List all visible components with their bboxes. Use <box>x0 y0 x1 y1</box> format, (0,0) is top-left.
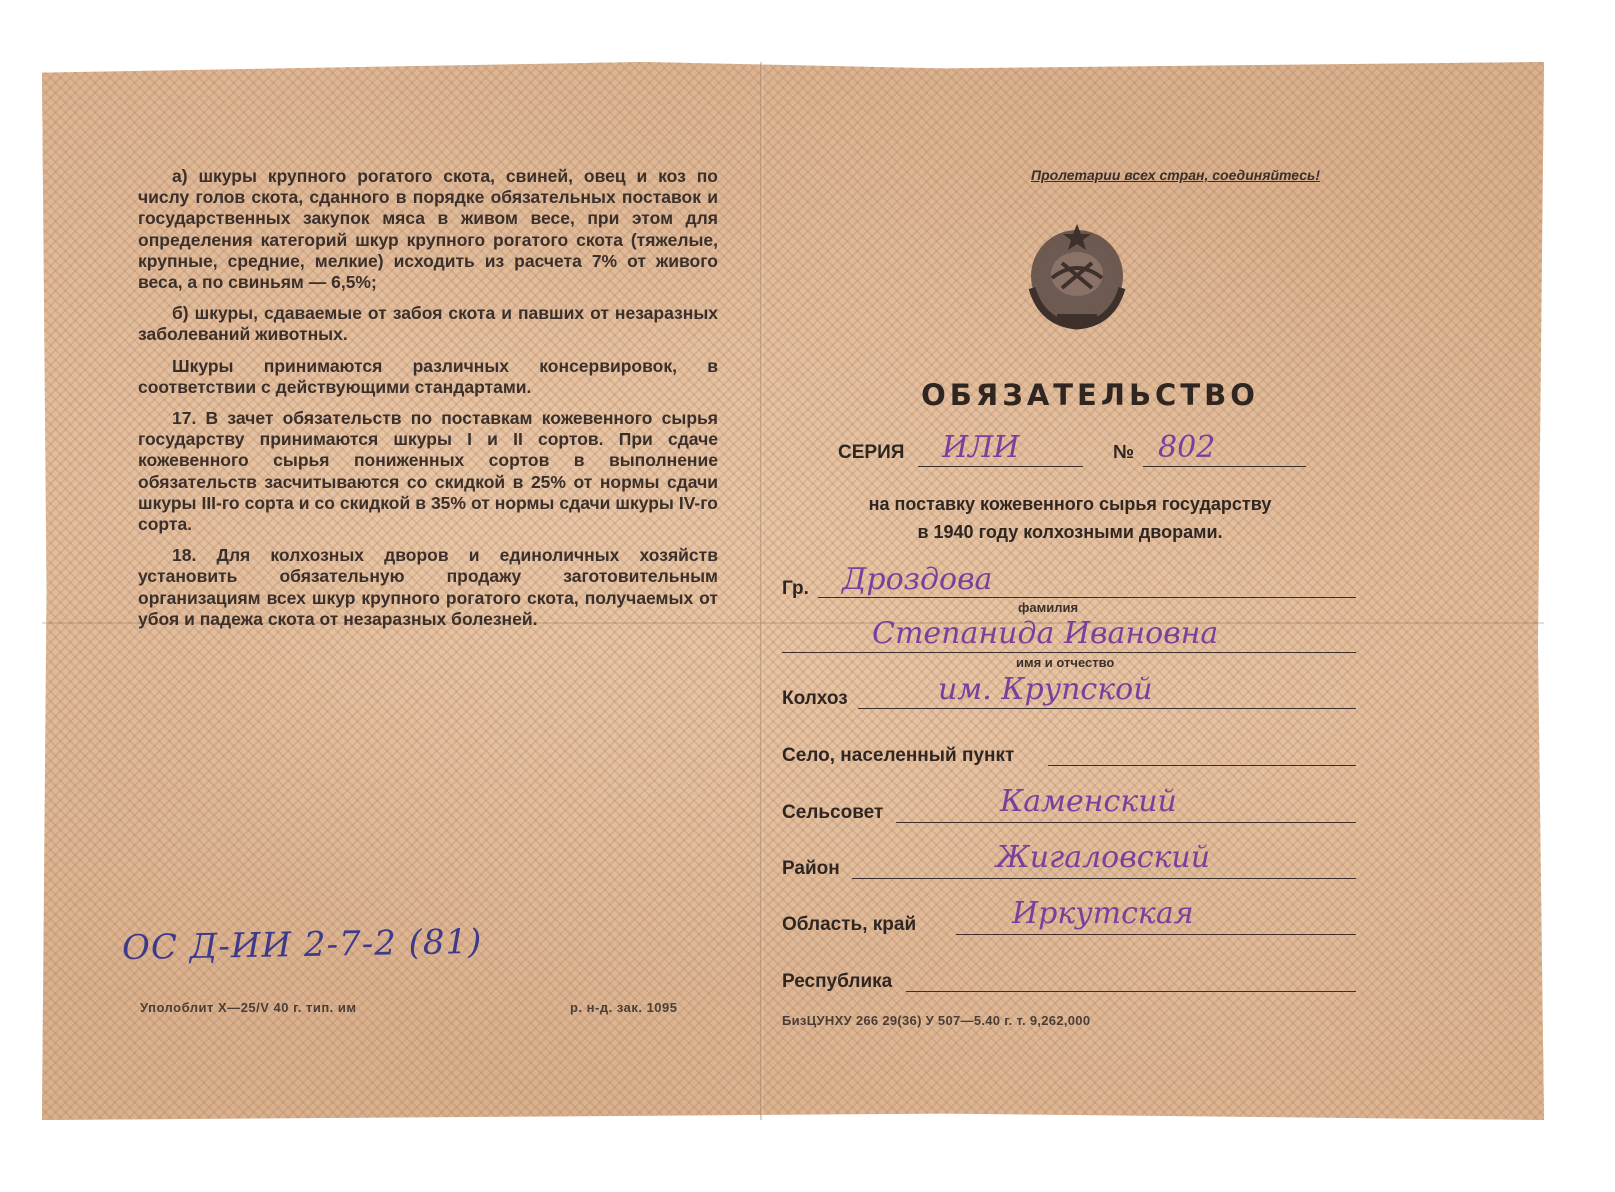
region-value: Иркутская <box>1012 896 1194 931</box>
left-page-text <box>138 166 718 640</box>
selsovet-line <box>896 822 1356 823</box>
name-value: Степанида Ивановна <box>872 616 1219 651</box>
document-title: ОБЯЗАТЕЛЬСТВО <box>921 378 1259 412</box>
surname-caption: фамилия <box>1018 600 1079 615</box>
paragraph-17: 17. В зачет обязательств по поставкам кожевенного сырья государству принимаются шкуры I и II сортов. При сдаче кожевенного сырья пониженных сортов в выполнение обязательств засчитываются со скидкой в 25% от нормы сдачи шкуры III-го сорта и со скидкой в 35% от нормы сдачи шкуры IV-го сорта. <box>138 408 718 535</box>
number-line <box>1143 466 1306 467</box>
surname-value: Дроздова <box>842 562 993 597</box>
kolkhoz-label: Колхоз <box>782 688 848 709</box>
district-line <box>852 878 1356 879</box>
kolkhoz-line <box>858 708 1356 709</box>
district-label: Район <box>782 858 840 879</box>
selsovet-value: Каменский <box>1000 784 1177 819</box>
region-line <box>956 934 1356 935</box>
republic-label: Республика <box>782 971 893 992</box>
series-value: ИЛИ <box>942 430 1020 465</box>
handwritten-archive-note: ОС Д-ИИ 2-7-2 (81) <box>121 921 483 969</box>
kolkhoz-value: им. Крупской <box>938 672 1153 707</box>
selsovet-label: Сельсовет <box>782 802 884 823</box>
paragraph-b: б) шкуры, сдаваемые от забоя скота и павших от незаразных заболеваний животных. <box>138 303 718 345</box>
district-value: Жигаловский <box>996 840 1211 875</box>
subtitle-line-1: на поставку кожевенного сырья государству <box>868 494 1272 514</box>
republic-line <box>906 991 1356 992</box>
printer-imprint-left: Уполоблит Х—25/V 40 г. тип. им <box>140 1000 357 1015</box>
paragraph-18: 18. Для колхозных дворов и единоличных хозяйств установить обязательную продажу заготовительным организациям всех шкур крупного рогатого скота, получаемых от убоя и падежа скота от незаразных болезней. <box>138 545 718 629</box>
ussr-coat-of-arms-icon <box>1012 218 1142 338</box>
subtitle-line-2: в 1940 году колхозными дворами. <box>917 522 1223 542</box>
series-line <box>918 466 1083 467</box>
number-value: 802 <box>1158 430 1216 465</box>
slogan: Пролетарии всех стран, соединяйтесь! <box>1031 167 1320 183</box>
surname-line <box>818 597 1356 598</box>
name-caption: имя и отчество <box>1016 655 1115 670</box>
number-label: № <box>1113 442 1135 463</box>
village-label: Село, населенный пункт <box>782 745 1015 766</box>
series-label: СЕРИЯ <box>838 442 905 463</box>
printer-imprint-right: БизЦУНХУ 266 29(36) У 507—5.40 г. т. 9,262,000 <box>782 1013 1091 1028</box>
name-line <box>782 652 1356 653</box>
village-line <box>1048 765 1356 766</box>
paragraph-a: а) шкуры крупного рогатого скота, свиней, овец и коз по числу голов скота, сданного в порядке обязательных поставок и государственных закупок мяса в живом весе, при этом для определения категорий шкур крупного рогатого скота (тяжелые, крупные, средние, мелкие) исходить из расчета 7% от живого веса, а по свиньям — 6,5%; <box>138 166 718 293</box>
paragraph-conservation: Шкуры принимаются различных консервировок, в соответствии с действующими стандартами. <box>138 355 718 397</box>
region-label: Область, край <box>782 914 917 935</box>
center-fold <box>760 62 763 1120</box>
order-number-imprint: р. н-д. зак. 1095 <box>570 1000 678 1015</box>
citizen-label: Гр. <box>782 578 809 599</box>
